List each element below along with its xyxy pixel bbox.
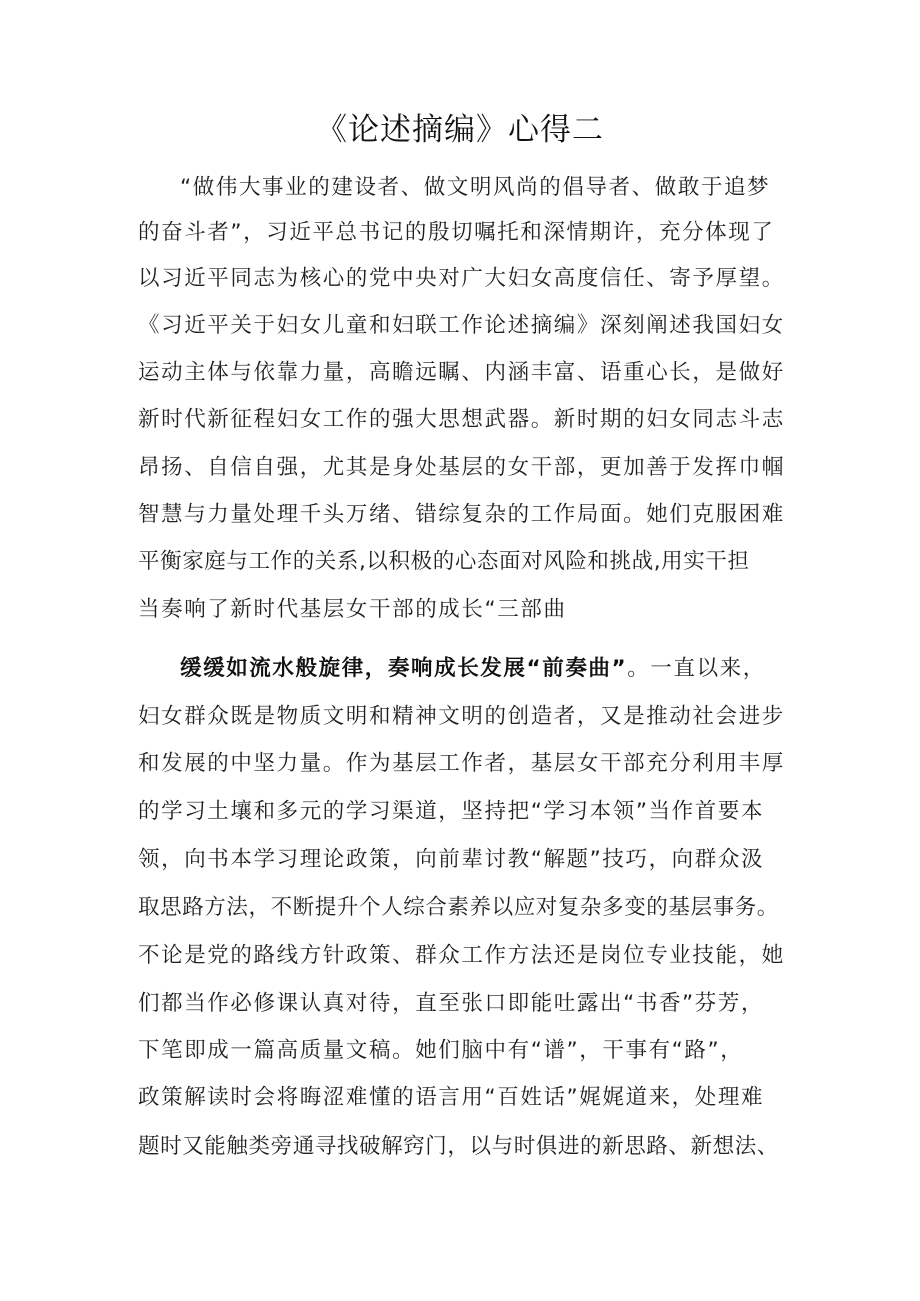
paragraph2-bold-lead: 缓缓如流水般旋律，奏响成长发展“前奏曲” bbox=[180, 656, 628, 681]
paragraph2-line-11: 题时又能触类旁通寻找破解窍门，以与时俱进的新思路、新想法、 bbox=[138, 1134, 779, 1159]
paragraph2-line-3: 和发展的中坚力量。作为基层工作者，基层女干部充分利用丰厚 bbox=[138, 751, 785, 776]
paragraph1-line-3: 以习近平同志为核心的党中央对广大妇女高度信任、寄予厚望。 bbox=[138, 266, 785, 291]
paragraph1-line-5: 运动主体与依靠力量，高瞻远瞩、内涵丰富、语重心长，是做好 bbox=[138, 360, 785, 385]
paragraph2-line-4: 的学习土壤和多元的学习渠道，坚持把“学习本领”当作首要本 bbox=[138, 799, 765, 824]
paragraph1-line-4: 《习近平关于妇女儿童和妇联工作论述摘编》深刻阐述我国妇女 bbox=[138, 313, 785, 338]
paragraph1-line-2: 的奋斗者”，习近平总书记的殷切嘱托和深情期许，充分体现了 bbox=[138, 220, 775, 245]
document-title: 《论述摘编》心得二 bbox=[316, 112, 604, 148]
paragraph2-first-line-rest: 。一直以来， bbox=[627, 656, 766, 681]
paragraph2-line-7: 不论是党的路线方针政策、群众工作方法还是岗位专业技能，她 bbox=[138, 943, 785, 968]
paragraph1-line-8: 智慧与力量处理千头万绪、错综复杂的工作局面。她们克服困难 bbox=[138, 502, 785, 527]
paragraph2-line-10: 政策解读时会将晦涩难懂的语言用“百姓话”娓娓道来，处理难 bbox=[138, 1085, 765, 1110]
paragraph2-line-2: 妇女群众既是物质文明和精神文明的创造者，又是推动社会进步 bbox=[138, 704, 785, 729]
paragraph1-line-6: 新时代新征程妇女工作的强大思想武器。新时期的妇女同志斗志 bbox=[138, 407, 785, 432]
paragraph1-line-9: 平衡家庭与工作的关系,以积极的心态面对风险和挑战,用实干担 bbox=[138, 549, 750, 574]
paragraph1-line-1: “做伟大事业的建设者、做文明风尚的倡导者、做敢于追梦 bbox=[180, 175, 771, 200]
paragraph2-line-1 bbox=[180, 649, 766, 689]
paragraph2-line-8: 们都当作必修课认真对待，直至张口即能吐露出“书香”芬芳， bbox=[138, 991, 765, 1016]
paragraph2-line-5: 领，向书本学习理论政策，向前辈讨教“解题”技巧，向群众汲 bbox=[138, 847, 765, 872]
paragraph1-line-10: 当奏响了新时代基层女干部的成长“三部曲 bbox=[138, 597, 567, 622]
paragraph1-line-7: 昂扬、自信自强，尤其是身处基层的女干部，更加善于发挥巾帼 bbox=[138, 455, 785, 480]
paragraph2-line-9: 下笔即成一篇高质量文稿。她们脑中有“谱”，干事有“路”， bbox=[138, 1038, 744, 1063]
paragraph2-line-6: 取思路方法，不断提升个人综合素养以应对复杂多变的基层事务。 bbox=[138, 895, 779, 920]
